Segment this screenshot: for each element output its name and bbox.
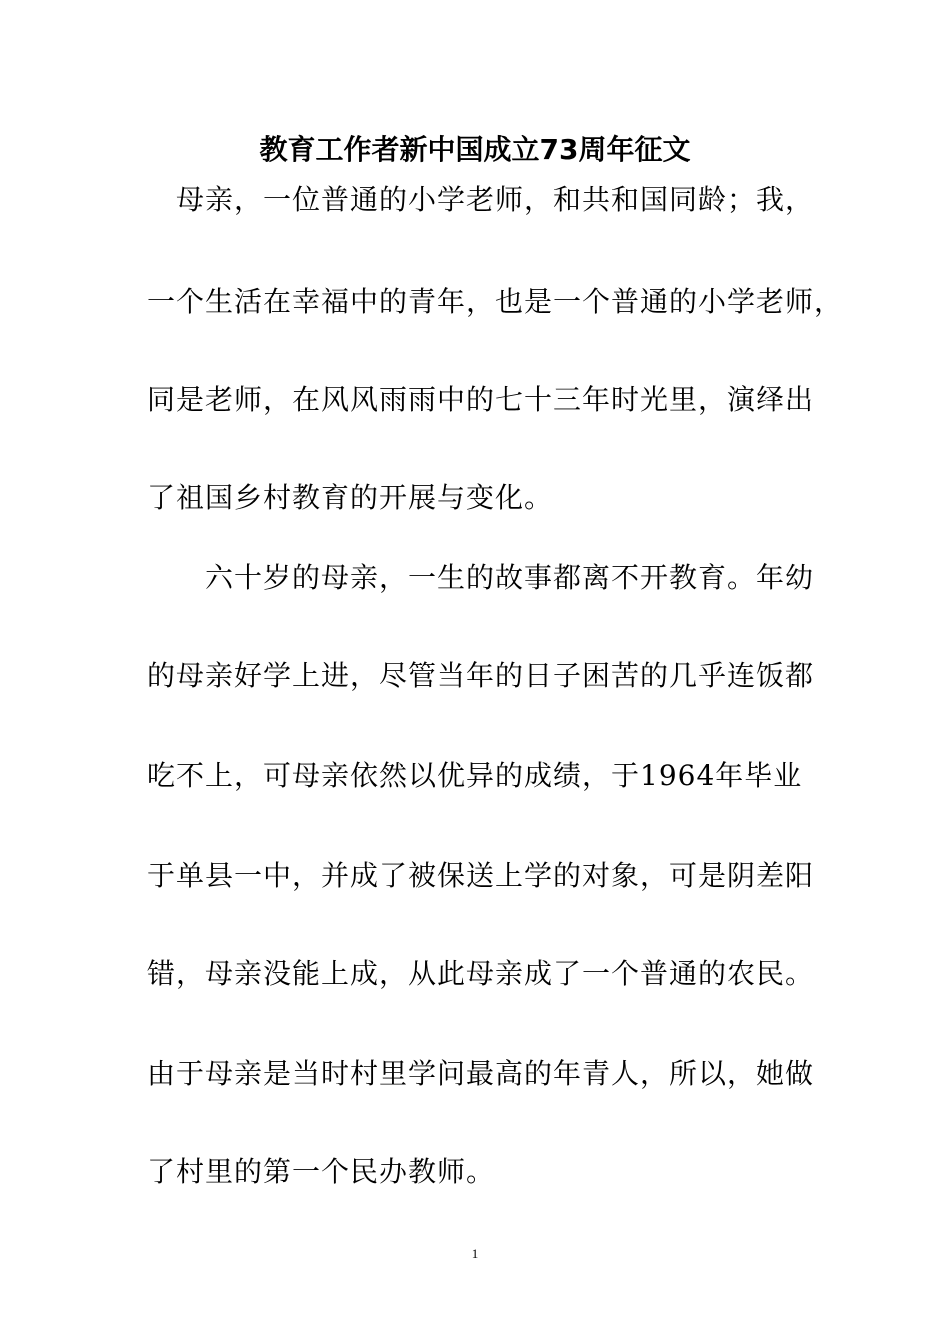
- body-line: 了祖国乡村教育的开展与变化。: [147, 481, 554, 514]
- body-line: 了村里的第一个民办教师。: [147, 1155, 496, 1188]
- body-line: 的母亲好学上进，尽管当年的日子困苦的几乎连饭都: [147, 659, 815, 692]
- page-number: 1: [471, 1246, 479, 1261]
- body-line: 母亲，一位普通的小学老师，和共和国同龄；我，: [147, 183, 815, 216]
- body-line: 错，母亲没能上成，从此母亲成了一个普通的农民。: [147, 957, 815, 990]
- document-title: 教育工作者新中国成立73周年征文: [259, 133, 691, 166]
- body-line: 一个生活在幸福中的青年，也是一个普通的小学老师，: [147, 285, 844, 318]
- body-line: 六十岁的母亲，一生的故事都离不开教育。年幼: [147, 561, 815, 594]
- body-line: 吃不上，可母亲依然以优异的成绩，于1964年毕业: [147, 759, 803, 792]
- body-line: 由于母亲是当时村里学问最高的年青人，所以，她做: [147, 1057, 815, 1090]
- body-line: 于单县一中，并成了被保送上学的对象，可是阴差阳: [147, 859, 815, 892]
- body-line: 同是老师，在风风雨雨中的七十三年时光里，演绎出: [147, 383, 815, 416]
